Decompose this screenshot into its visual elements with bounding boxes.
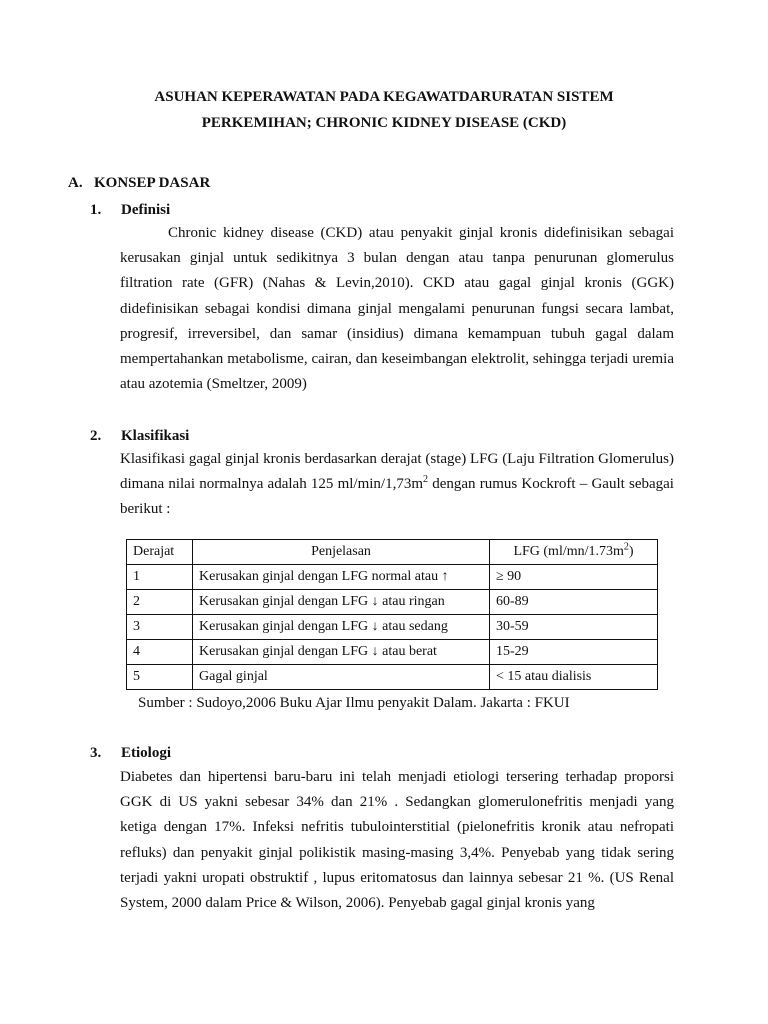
table-row [127,640,658,665]
superscript: 2 [623,541,629,553]
cell-derajat: 2 [127,590,193,615]
paragraph-text: Chronic kidney disease (CKD) atau penyakit ginjal kronis didefinisikan sebagai kerusakan ginjal untuk sedikitnya 3 bulan dengan atau tanpa penurunan glomerulus filtration rate (GFR) (Nahas & Levin,2010). CKD atau gagal ginjal kronis (GGK) didefinisikan sebagai kondisi dimana ginjal mengalami penurunan fungsi secara lambat, progresif, irreversibel, dan samar (insidius) dimana kemampuan tubuh gagal dalam mempertahankan metabolisme, cairan, dan keseimbangan elektrolit, sehingga terjadi uremia atau azotemia (Smeltzer, 2009) [120,225,674,393]
heading-etiologi [90,743,171,763]
paragraph-text: Diabetes dan hipertensi baru-baru ini telah menjadi etiologi tersering terhadap proporsi GGK di US yakni sebesar 34% dan 21% . Sedangkan glomerulonefritis menjadi yang ketiga dengan 17%. Infeksi nefritis tubulointerstitial (pielonefritis kronik atau nefropati refluks) dan penyakit ginjal polikistik masing-masing 3,4%. Penyebab yang tidak sering terjadi yakni uropati obstruktif , lupus eritomatosus dan lainnya sebesar 21 %. (US Renal System, 2000 dalam Price & Wilson, 2006). Penyebab gagal ginjal kronis yang [120,769,674,912]
cell-derajat: 4 [127,640,193,665]
title-line-2: PERKEMIHAN; CHRONIC KIDNEY DISEASE (CKD) [201,115,567,131]
table-row [127,665,658,690]
heading-label: Etiologi [121,745,172,761]
paragraph-klasifikasi [120,447,674,523]
cell-lfg: 30-59 [490,615,658,640]
cell-penjelasan: Kerusakan ginjal dengan LFG normal atau ↑ [193,565,490,590]
cell-lfg: 15-29 [490,640,658,665]
cell-lfg: < 15 atau dialisis [490,665,658,690]
header-lfg [490,540,658,565]
cell-derajat: 5 [127,665,193,690]
table-header-row [127,540,658,565]
paragraph-etiologi [120,765,674,916]
cell-penjelasan: Kerusakan ginjal dengan LFG ↓ atau berat [193,640,490,665]
section-heading-konsep-dasar [68,173,210,193]
title-line-1: ASUHAN KEPERAWATAN PADA KEGAWATDARURATAN SISTEM [154,89,614,105]
paragraph-text [120,447,674,523]
heading-number: 1. [90,202,102,218]
superscript: 2 [423,474,429,486]
table-row [127,565,658,590]
paragraph-definisi [120,221,674,397]
section-letter: A. [68,175,83,191]
cell-lfg: 60-89 [490,590,658,615]
table-row [127,615,658,640]
cell-penjelasan: Kerusakan ginjal dengan LFG ↓ atau sedang [193,615,490,640]
heading-number: 2. [90,428,102,444]
section-label: KONSEP DASAR [94,175,211,191]
cell-derajat: 1 [127,565,193,590]
heading-definisi [90,200,170,220]
cell-penjelasan: Gagal ginjal [193,665,490,690]
paragraph-text-part: Klasifikasi gagal ginjal kronis berdasarkan derajat (stage) LFG (Laju Filtration Glomerulus) dimana nilai normalnya adalah 125 ml/min/1,73m [120,451,674,493]
document-title [96,84,672,136]
heading-label: Definisi [121,202,171,218]
paragraph-text-part: dengan rumus Kockroft – Gault sebagai berikut : [120,476,674,518]
table-row [127,590,658,615]
heading-number: 3. [90,745,102,761]
header-lfg-text: LFG (ml/mn/1.73m [513,544,624,559]
cell-derajat: 3 [127,615,193,640]
header-penjelasan: Penjelasan [193,540,490,565]
header-lfg-close: ) [628,544,634,559]
heading-label: Klasifikasi [121,428,190,444]
cell-penjelasan: Kerusakan ginjal dengan LFG ↓ atau ringan [193,590,490,615]
heading-klasifikasi [90,426,189,446]
table-source-citation: Sumber : Sudoyo,2006 Buku Ajar Ilmu penyakit Dalam. Jakarta : FKUI [138,695,570,711]
lfg-classification-table [126,539,658,690]
cell-lfg: ≥ 90 [490,565,658,590]
header-derajat: Derajat [127,540,193,565]
